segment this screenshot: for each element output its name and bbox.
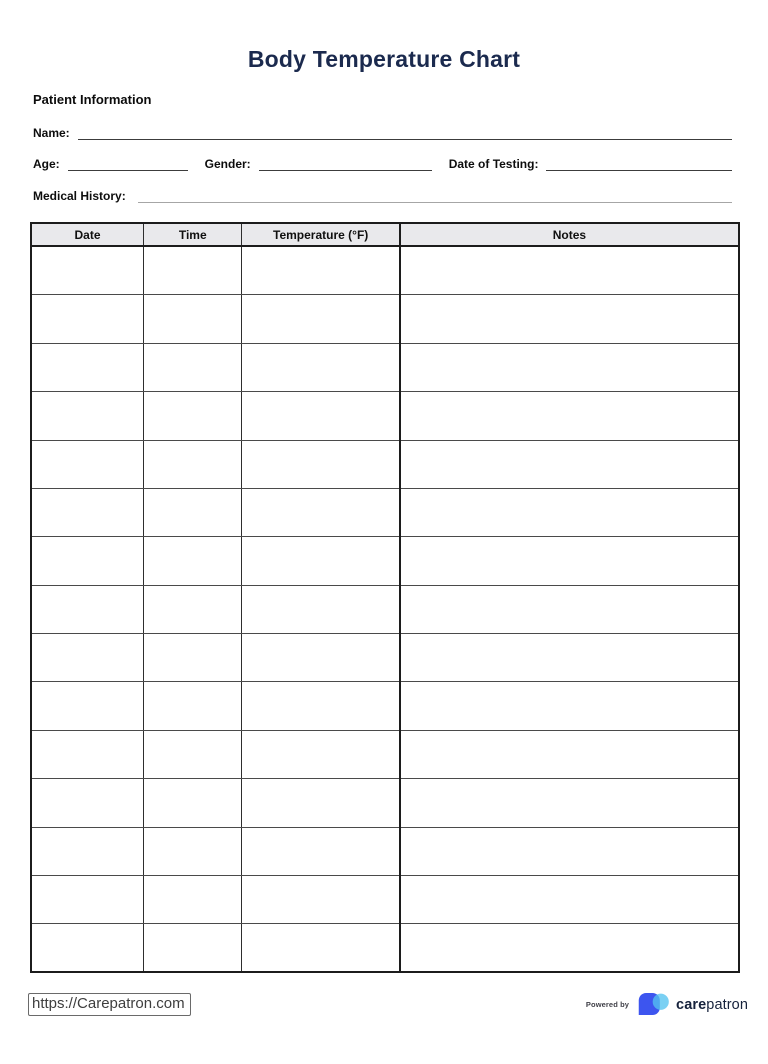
- table-row: [31, 634, 739, 682]
- table-cell-temperature-f[interactable]: [242, 924, 400, 972]
- table-cell-date[interactable]: [31, 827, 144, 875]
- table-cell-temperature-f[interactable]: [242, 827, 400, 875]
- table-row: [31, 876, 739, 924]
- table-cell-time[interactable]: [144, 295, 242, 343]
- gender-label: Gender:: [204, 157, 251, 172]
- table-cell-time[interactable]: [144, 246, 242, 294]
- name-label: Name:: [33, 126, 70, 141]
- column-header-date: Date: [31, 223, 144, 246]
- table-cell-notes[interactable]: [400, 924, 739, 972]
- table-cell-notes[interactable]: [400, 876, 739, 924]
- table-cell-notes[interactable]: [400, 634, 739, 682]
- table-cell-temperature-f[interactable]: [242, 730, 400, 778]
- table-cell-time[interactable]: [144, 876, 242, 924]
- name-field-row: [33, 126, 732, 140]
- medical-history-row: [33, 189, 732, 203]
- table-row: [31, 585, 739, 633]
- table-body: [31, 246, 739, 972]
- medical-history-label: Medical History:: [33, 189, 126, 204]
- date-of-testing-input-line[interactable]: [546, 157, 732, 171]
- column-header-notes: Notes: [400, 223, 739, 246]
- table-cell-temperature-f[interactable]: [242, 488, 400, 536]
- table-cell-temperature-f[interactable]: [242, 585, 400, 633]
- patient-information-heading: Patient Information: [33, 92, 152, 108]
- table-cell-notes[interactable]: [400, 295, 739, 343]
- table-row: [31, 440, 739, 488]
- table-cell-temperature-f[interactable]: [242, 246, 400, 294]
- table-cell-date[interactable]: [31, 488, 144, 536]
- footer: [0, 991, 768, 1018]
- table-cell-time[interactable]: [144, 730, 242, 778]
- table-row: [31, 343, 739, 391]
- powered-by-block: [586, 991, 748, 1018]
- table-row: [31, 779, 739, 827]
- table-cell-notes[interactable]: [400, 682, 739, 730]
- table-cell-date[interactable]: [31, 440, 144, 488]
- table-cell-date[interactable]: [31, 392, 144, 440]
- table-row: [31, 295, 739, 343]
- table-cell-date[interactable]: [31, 343, 144, 391]
- table-row: [31, 537, 739, 585]
- table-cell-temperature-f[interactable]: [242, 634, 400, 682]
- brand-name-regular: patron: [706, 996, 748, 1013]
- table-cell-notes[interactable]: [400, 827, 739, 875]
- table-row: [31, 488, 739, 536]
- table-cell-date[interactable]: [31, 537, 144, 585]
- table-cell-notes[interactable]: [400, 488, 739, 536]
- table-cell-temperature-f[interactable]: [242, 440, 400, 488]
- age-gender-date-row: [33, 157, 732, 171]
- name-input-line[interactable]: [78, 126, 732, 140]
- powered-by-label: Powered by: [585, 1000, 630, 1010]
- table-cell-temperature-f[interactable]: [242, 779, 400, 827]
- table-row: [31, 730, 739, 778]
- table-cell-date[interactable]: [31, 682, 144, 730]
- table-cell-temperature-f[interactable]: [242, 876, 400, 924]
- table-cell-temperature-f[interactable]: [242, 682, 400, 730]
- table-cell-time[interactable]: [144, 585, 242, 633]
- table-cell-notes[interactable]: [400, 779, 739, 827]
- table-cell-notes[interactable]: [400, 440, 739, 488]
- table-cell-notes[interactable]: [400, 537, 739, 585]
- gender-input-line[interactable]: [259, 157, 432, 171]
- table-cell-time[interactable]: [144, 827, 242, 875]
- table-cell-time[interactable]: [144, 634, 242, 682]
- table-cell-time[interactable]: [144, 488, 242, 536]
- carepatron-logo-icon: [636, 991, 669, 1018]
- table-row: [31, 924, 739, 972]
- table-cell-notes[interactable]: [400, 392, 739, 440]
- table-cell-notes[interactable]: [400, 585, 739, 633]
- medical-history-input-line[interactable]: [138, 189, 732, 203]
- table-cell-time[interactable]: [144, 440, 242, 488]
- table-row: [31, 827, 739, 875]
- table-cell-temperature-f[interactable]: [242, 343, 400, 391]
- table-cell-date[interactable]: [31, 876, 144, 924]
- table-cell-temperature-f[interactable]: [242, 392, 400, 440]
- date-of-testing-label: Date of Testing:: [448, 157, 539, 172]
- table-header: [31, 223, 739, 246]
- table-cell-notes[interactable]: [400, 343, 739, 391]
- table-cell-temperature-f[interactable]: [242, 295, 400, 343]
- table-cell-notes[interactable]: [400, 246, 739, 294]
- table-cell-date[interactable]: [31, 295, 144, 343]
- age-input-line[interactable]: [68, 157, 188, 171]
- table-cell-time[interactable]: [144, 779, 242, 827]
- table-cell-time[interactable]: [144, 343, 242, 391]
- column-header-time: Time: [144, 223, 242, 246]
- table-cell-date[interactable]: [31, 730, 144, 778]
- table-cell-date[interactable]: [31, 585, 144, 633]
- table-cell-date[interactable]: [31, 924, 144, 972]
- table-cell-time[interactable]: [144, 924, 242, 972]
- carepatron-wordmark: [676, 997, 748, 1013]
- table-cell-date[interactable]: [31, 779, 144, 827]
- table-cell-temperature-f[interactable]: [242, 537, 400, 585]
- page-title: Body Temperature Chart: [247, 46, 521, 72]
- table-cell-time[interactable]: [144, 537, 242, 585]
- table-cell-date[interactable]: [31, 634, 144, 682]
- age-label: Age:: [33, 157, 60, 172]
- table-row: [31, 246, 739, 294]
- brand-name-bold: care: [676, 996, 707, 1013]
- table-cell-notes[interactable]: [400, 730, 739, 778]
- temperature-log-table: [30, 222, 740, 973]
- table-row: [31, 392, 739, 440]
- table-row: [31, 682, 739, 730]
- table-cell-date[interactable]: [31, 246, 144, 294]
- carepatron-link[interactable]: https://Carepatron.com: [28, 993, 191, 1016]
- column-header-temperature-f: Temperature (°F): [242, 223, 400, 246]
- table-cell-time[interactable]: [144, 682, 242, 730]
- table-header-row: [31, 223, 739, 246]
- table-cell-time[interactable]: [144, 392, 242, 440]
